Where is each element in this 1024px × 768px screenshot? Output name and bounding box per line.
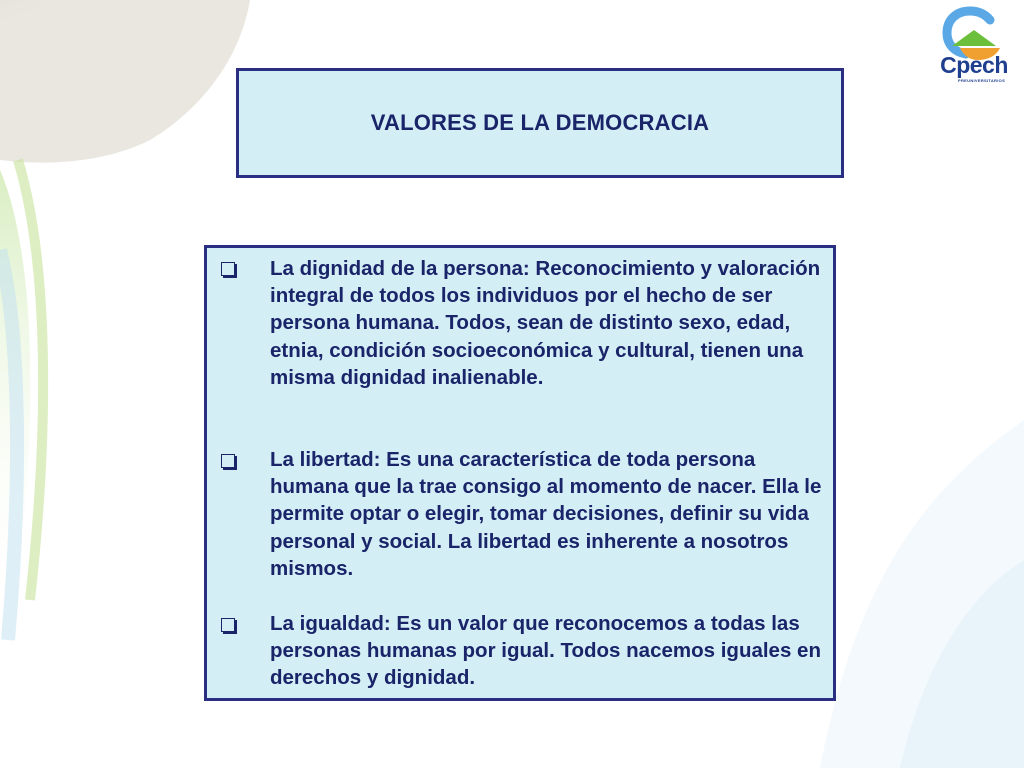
title-box (236, 68, 844, 178)
item-text: La igualdad: Es un valor que reconocemos a todas las personas humanas por igual. Todos nacemos iguales en derechos y dignidad. (270, 612, 821, 690)
checkbox-bullet-icon (221, 618, 235, 632)
page-title: VALORES DE LA DEMOCRACIA (370, 110, 710, 135)
checkbox-bullet-icon (221, 262, 235, 276)
item-text: La libertad: Es una característica de toda persona humana que la trae consigo al momento de nacer. Ella le permite optar o elegir, tomar decisiones, definir su vida personal y social. La libertad es inherente a nosotros mismos. (270, 448, 822, 580)
content-box (204, 245, 836, 701)
logo-name: Cpech (940, 52, 1008, 78)
logo-subtitle: PREUNIVERSITARIOS (958, 78, 1006, 83)
item-text: La dignidad de la persona: Reconocimiento y valoración integral de todos los individuos por el hecho de ser persona humana. Todos, sean de distinto sexo, edad, etnia, condición socioeconómica y cultural, tienen una misma dignidad inalienable. (270, 257, 821, 389)
checkbox-bullet-icon (221, 454, 235, 468)
